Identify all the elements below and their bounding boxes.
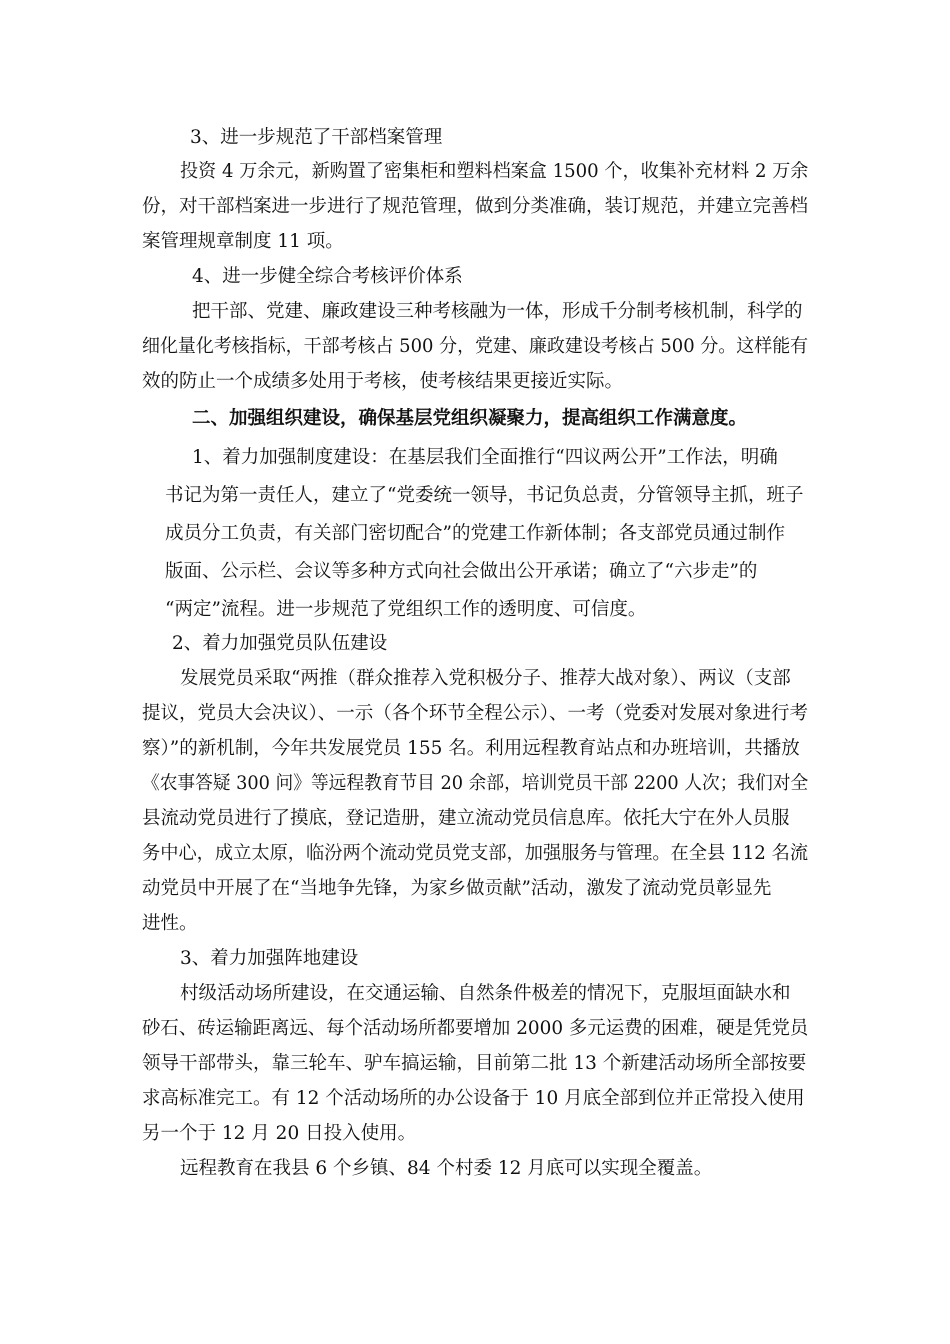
paragraph-line: 1、着力加强制度建设：在基层我们全面推行“四议两公开”工作法，明确 [192, 447, 778, 468]
paragraph-line: 把干部、党建、廉政建设三种考核融为一体，形成千分制考核机制，科学的 [192, 301, 803, 322]
section-heading-organization: 二、加强组织建设，确保基层党组织凝聚力，提高组织工作满意度。 [192, 408, 748, 429]
paragraph-line: 书记为第一责任人，建立了“党委统一领导，书记负总责，分管领导主抓，班子 [165, 485, 804, 506]
heading-position-construction: 3、着力加强阵地建设 [180, 948, 359, 969]
paragraph-line: 份，对干部档案进一步进行了规范管理，做到分类准确，装订规范，并建立完善档 [142, 196, 809, 217]
paragraph-line: “两定”流程。进一步规范了党组织工作的透明度、可信度。 [165, 599, 647, 620]
paragraph-line: 《农事答疑 300 问》等远程教育节目 20 余部，培训党员干部 2200 人次；我们对全 [142, 773, 809, 794]
paragraph-line: 细化量化考核指标，干部考核占 500 分，党建、廉政建设考核占 500 分。这样能有 [142, 336, 809, 357]
paragraph-line: 务中心，成立太原，临汾两个流动党员党支部，加强服务与管理。在全县 112 名流 [142, 843, 809, 864]
paragraph-line: 效的防止一个成绩多处用于考核，使考核结果更接近实际。 [142, 371, 624, 392]
paragraph-line: 发展党员采取“两推（群众推荐入党积极分子、推荐大战对象）、两议（支部 [180, 668, 791, 689]
paragraph-line: 案管理规章制度 11 项。 [142, 231, 344, 252]
paragraph-line: 砂石、砖运输距离远、每个活动场所都要增加 2000 多元运费的困难，硬是凭党员 [142, 1018, 809, 1039]
paragraph-line: 成员分工负责，有关部门密切配合”的党建工作新体制；各支部党员通过制作 [165, 523, 785, 544]
paragraph-line: 投资 4 万余元，新购置了密集柜和塑料档案盒 1500 个，收集补充材料 2 万余 [180, 161, 809, 182]
paragraph-line: 县流动党员进行了摸底，登记造册，建立流动党员信息库。依托大宁在外人员服 [142, 808, 790, 829]
paragraph-line: 另一个于 12 月 20 日投入使用。 [142, 1123, 417, 1144]
paragraph-line: 领导干部带头，靠三轮车、驴车搞运输，目前第二批 13 个新建活动场所全部按要 [142, 1053, 807, 1074]
heading-evaluation-system: 4、进一步健全综合考核评价体系 [192, 266, 463, 287]
paragraph-line: 版面、公示栏、会议等多种方式向社会做出公开承诺；确立了“六步走”的 [165, 561, 758, 582]
paragraph-line: 提议，党员大会决议）、一示（各个环节全程公示）、一考（党委对发展对象进行考 [142, 703, 809, 724]
paragraph-line: 进性。 [142, 913, 198, 934]
paragraph-line: 求高标准完工。有 12 个活动场所的办公设备于 10 月底全部到位并正常投入使用 [142, 1088, 805, 1109]
paragraph-line: 察）”的新机制，今年共发展党员 155 名。利用远程教育站点和办班培训，共播放 [142, 738, 800, 759]
paragraph-line: 动党员中开展了在“当地争先锋，为家乡做贡献”活动，激发了流动党员彰显先 [142, 878, 772, 899]
heading-archive-management: 3、进一步规范了干部档案管理 [190, 127, 443, 148]
paragraph-line: 村级活动场所建设，在交通运输、自然条件极差的情况下，克服垣面缺水和 [180, 983, 791, 1004]
paragraph-line: 远程教育在我县 6 个乡镇、84 个村委 12 月底可以实现全覆盖。 [180, 1158, 713, 1179]
heading-party-members: 2、着力加强党员队伍建设 [172, 633, 388, 654]
